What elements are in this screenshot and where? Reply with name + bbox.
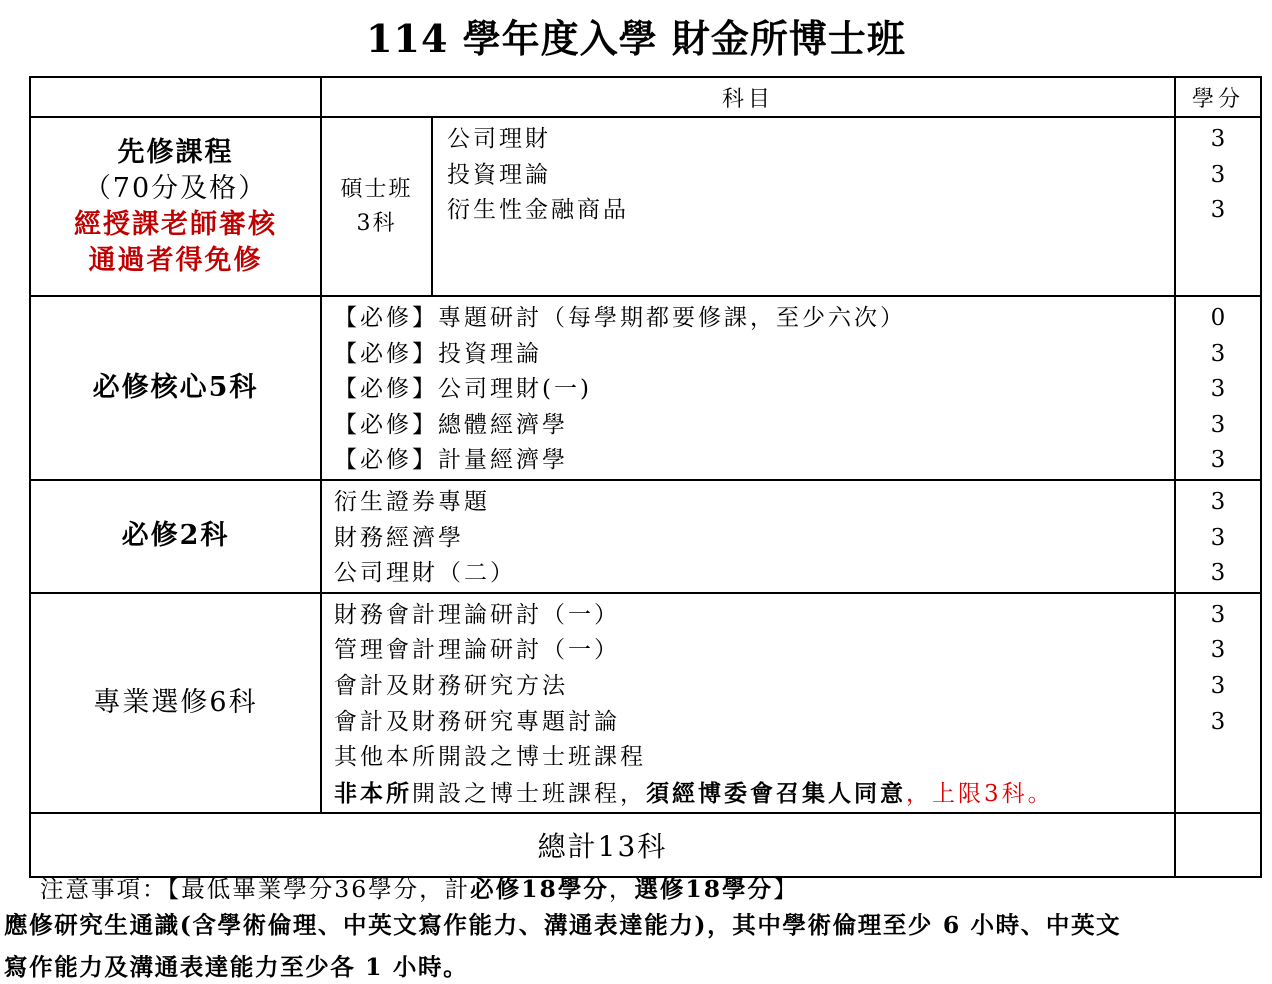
list-item: 衍生性金融商品: [447, 197, 629, 224]
required2-credits: [1175, 480, 1261, 593]
list-item: 公司理財（二）: [334, 560, 516, 587]
elective-name: 專業選修6科: [93, 687, 258, 719]
course-name: 公司理財(一): [438, 376, 592, 403]
credit-value: 0: [1210, 305, 1226, 331]
credit-value: 3: [1210, 601, 1226, 628]
prereq-category: [30, 117, 321, 296]
note-elective: 選修18學分: [634, 875, 774, 903]
credit-value: 3: [1210, 376, 1226, 403]
note-prefix: 注意事項：【最低畢業學分36學分，計: [40, 875, 471, 903]
elective-credits: [1175, 593, 1261, 814]
credit-value: 3: [1210, 524, 1226, 551]
course-name: 計量經濟學: [438, 447, 568, 474]
required2-name: 必修2科: [121, 520, 230, 552]
list-item: 其他本所開設之博士班課程: [334, 744, 646, 771]
total-label: 總計13科: [30, 813, 1175, 877]
page-title: 114 學年度入學 財金所博士班: [366, 16, 906, 61]
list-item: 會計及財務研究方法: [334, 672, 568, 699]
list-item: 財務經濟學: [334, 524, 464, 551]
note-line2: 應修研究生通識(含學術倫理、中英文寫作能力、溝通表達能力)，其中學術倫理至少 6 小時、中英文: [4, 911, 1122, 939]
prereq-waiver-line2: 通過者得免修: [88, 244, 263, 276]
elective-category: [30, 593, 321, 814]
list-item: 公司理財: [447, 126, 551, 152]
elective-subjects: [321, 593, 1175, 814]
core-category: [30, 296, 321, 480]
credit-value: 3: [1210, 488, 1226, 515]
credit-value: 3: [1210, 126, 1226, 152]
note-line1: [40, 870, 799, 904]
prereq-sub-count: 3科: [356, 210, 397, 236]
note-suffix: 】: [773, 875, 799, 903]
external-text: 開設之博士班課程，: [412, 780, 646, 807]
credit-value: 3: [1210, 197, 1226, 224]
header-subject: 科目: [321, 77, 1175, 117]
required2-subjects: [321, 480, 1175, 593]
header-blank: [30, 77, 321, 117]
note-sep: ，: [608, 875, 635, 903]
required-tag: 【必修】: [334, 305, 438, 331]
note-line3: 寫作能力及溝通表達能力至少各 1 小時。: [4, 953, 469, 981]
course-name: 投資理論: [438, 340, 542, 367]
total-credit: [1175, 813, 1261, 877]
header-credit: 學分: [1175, 77, 1261, 117]
core-subjects: [321, 296, 1175, 480]
required-tag: 【必修】: [334, 447, 438, 474]
credit-value: 3: [1210, 708, 1226, 735]
course-name: 總體經濟學: [438, 411, 568, 438]
list-item: [334, 337, 1174, 373]
core-credits: [1175, 296, 1261, 480]
prereq-course-list: [433, 118, 629, 295]
list-item: [334, 372, 1174, 408]
credit-value: 3: [1210, 340, 1226, 367]
prereq-subjects: [321, 117, 1175, 296]
course-name: 專題研討（每學期都要修課，至少六次）: [438, 305, 906, 331]
prereq-sub-level: 碩士班: [340, 176, 413, 202]
list-item: 管理會計理論研討（一）: [334, 637, 620, 664]
external-approval: 須經博委會召集人同意: [646, 779, 906, 807]
core-row: [30, 296, 1261, 480]
external-label: 非本所: [334, 779, 412, 807]
elective-row: [30, 593, 1261, 814]
credit-value: 3: [1210, 161, 1226, 188]
list-item: 衍生證券專題: [334, 488, 490, 515]
prereq-name: 先修課程: [117, 136, 234, 168]
list-item: 會計及財務研究專題討論: [334, 708, 620, 735]
list-item: 財務會計理論研討（一）: [334, 601, 620, 628]
curriculum-table: [29, 76, 1262, 878]
list-item: [334, 301, 1174, 337]
note-required: 必修18學分: [470, 875, 609, 903]
required2-category: [30, 480, 321, 593]
credit-value: 3: [1210, 560, 1226, 587]
prereq-pass-note: （70分及格）: [83, 172, 268, 204]
credit-value: 3: [1210, 411, 1226, 438]
credit-value: 3: [1210, 637, 1226, 664]
required2-row: [30, 480, 1261, 593]
credit-value: 3: [1210, 672, 1226, 699]
credit-value: 3: [1210, 447, 1226, 474]
prereq-credits: [1175, 117, 1261, 296]
list-item-external: [334, 776, 1174, 813]
table-header-row: [30, 77, 1261, 117]
required-tag: 【必修】: [334, 411, 438, 438]
list-item: [334, 408, 1174, 444]
prereq-row: [30, 117, 1261, 296]
total-row: [30, 813, 1261, 877]
list-item: 投資理論: [447, 161, 551, 188]
prereq-sub-label: [322, 118, 433, 295]
required-tag: 【必修】: [334, 340, 438, 367]
prereq-waiver-line1: 經授課老師審核: [74, 208, 277, 240]
list-item: [334, 443, 1174, 479]
required-tag: 【必修】: [334, 376, 438, 403]
external-limit: ，上限3科。: [906, 780, 1054, 807]
core-name: 必修核心5科: [92, 371, 259, 403]
